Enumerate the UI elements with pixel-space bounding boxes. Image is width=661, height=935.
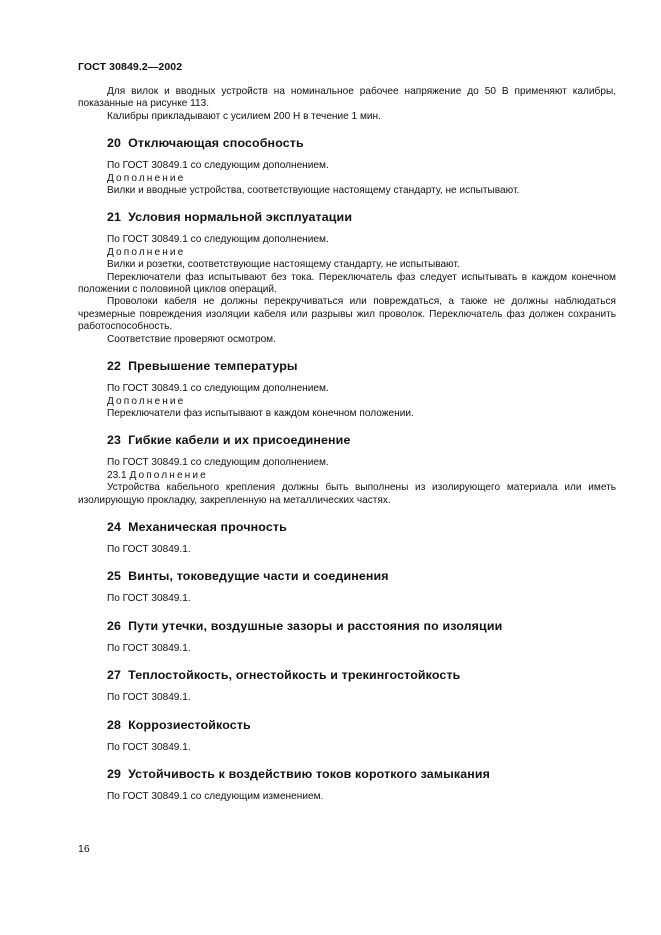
section-number: 25 — [107, 569, 122, 584]
section-27-reference: По ГОСТ 30849.1. — [107, 692, 191, 704]
section-number: 27 — [107, 668, 122, 683]
section-28-heading — [78, 718, 616, 733]
section-22-reference: По ГОСТ 30849.1 со следующим дополнением. — [107, 383, 329, 395]
section-title: Гибкие кабели и их присоединение — [128, 433, 351, 448]
section-26-reference: По ГОСТ 30849.1. — [107, 642, 191, 654]
intro-paragraph-2: Калибры прикладывают с усилием 200 Н в течение 1 мин. — [107, 110, 381, 122]
section-title: Превышение температуры — [128, 359, 298, 374]
section-21-text-3: Проволоки кабеля не должны перекручиваться или повреждаться, а также не должны наблюдаться чрезмерные повреждения изоляции кабеля или разрывы жил проволок. Переключатель фаз должен сохранить работоспособность. — [78, 296, 616, 333]
section-20-heading — [78, 136, 616, 151]
section-21-text-1: Вилки и розетки, соответствующие настоящему стандарту, не испытывают. — [107, 259, 460, 271]
section-number: 26 — [107, 618, 122, 633]
section-28-reference: По ГОСТ 30849.1. — [107, 741, 191, 753]
section-20-text-1: Вилки и вводные устройства, соответствующие настоящему стандарту, не испытывают. — [107, 185, 520, 197]
section-title: Отключающая способность — [128, 136, 304, 151]
section-29-heading — [78, 767, 616, 782]
section-21-heading — [78, 210, 616, 225]
intro-paragraph-1: Для вилок и вводных устройств на номинальное рабочее напряжение до 50 В применяют калибры, показанные на рисунке 113. — [78, 86, 616, 110]
section-21-text-2: Переключатели фаз испытывают без тока. Переключатель фаз следует испытывать в каждом конечном положении с половиной циклов операций. — [78, 271, 616, 296]
section-21-addition-label: Дополнение — [107, 246, 186, 258]
section-24-reference: По ГОСТ 30849.1. — [107, 543, 191, 555]
section-title: Механическая прочность — [128, 519, 287, 534]
section-number: 28 — [107, 717, 122, 732]
section-number: 20 — [107, 136, 122, 151]
section-25-reference: По ГОСТ 30849.1. — [107, 593, 191, 605]
section-24-heading — [78, 520, 616, 535]
section-20-addition-label: Дополнение — [107, 172, 186, 184]
section-23-text-1: Устройства кабельного крепления должны быть выполнены из изолирующего материала или иметь изолирующую прокладку, закрепленную на металлических частях. — [78, 482, 616, 506]
section-27-heading — [78, 668, 616, 683]
section-25-heading — [78, 569, 616, 584]
page-number: 16 — [78, 843, 90, 855]
document-body — [78, 86, 616, 803]
section-title: Условия нормальной эксплуатации — [128, 210, 353, 225]
section-title: Пути утечки, воздушные зазоры и расстояния по изоляции — [128, 618, 503, 633]
section-29-reference: По ГОСТ 30849.1 со следующим изменением. — [107, 790, 324, 802]
section-20-reference: По ГОСТ 30849.1 со следующим дополнением. — [107, 160, 329, 172]
section-number: 23 — [107, 433, 122, 448]
section-22-addition-label: Дополнение — [107, 395, 186, 407]
section-title: Коррозиестойкость — [128, 717, 251, 732]
section-title: Устойчивость к воздействию токов короткого замыкания — [128, 766, 491, 781]
section-title: Теплостойкость, огнестойкость и трекингостойкость — [128, 668, 461, 683]
subsection-number: 23.1 — [107, 469, 127, 481]
section-title: Винты, токоведущие части и соединения — [128, 569, 389, 584]
section-22-text-1: Переключатели фаз испытывают в каждом конечном положении. — [107, 407, 414, 419]
section-23-1-addition-label: 23.1 Дополнение — [107, 469, 208, 481]
document-header: ГОСТ 30849.2—2002 — [78, 61, 183, 73]
section-number: 24 — [107, 519, 122, 534]
section-21-text-4: Соответствие проверяют осмотром. — [107, 333, 276, 345]
section-number: 29 — [107, 766, 122, 781]
section-23-heading — [78, 433, 616, 448]
section-number: 22 — [107, 359, 122, 374]
section-23-reference: По ГОСТ 30849.1 со следующим дополнением. — [107, 457, 329, 469]
section-26-heading — [78, 619, 616, 634]
section-22-heading — [78, 359, 616, 374]
section-21-reference: По ГОСТ 30849.1 со следующим дополнением. — [107, 234, 329, 246]
section-number: 21 — [107, 210, 122, 225]
